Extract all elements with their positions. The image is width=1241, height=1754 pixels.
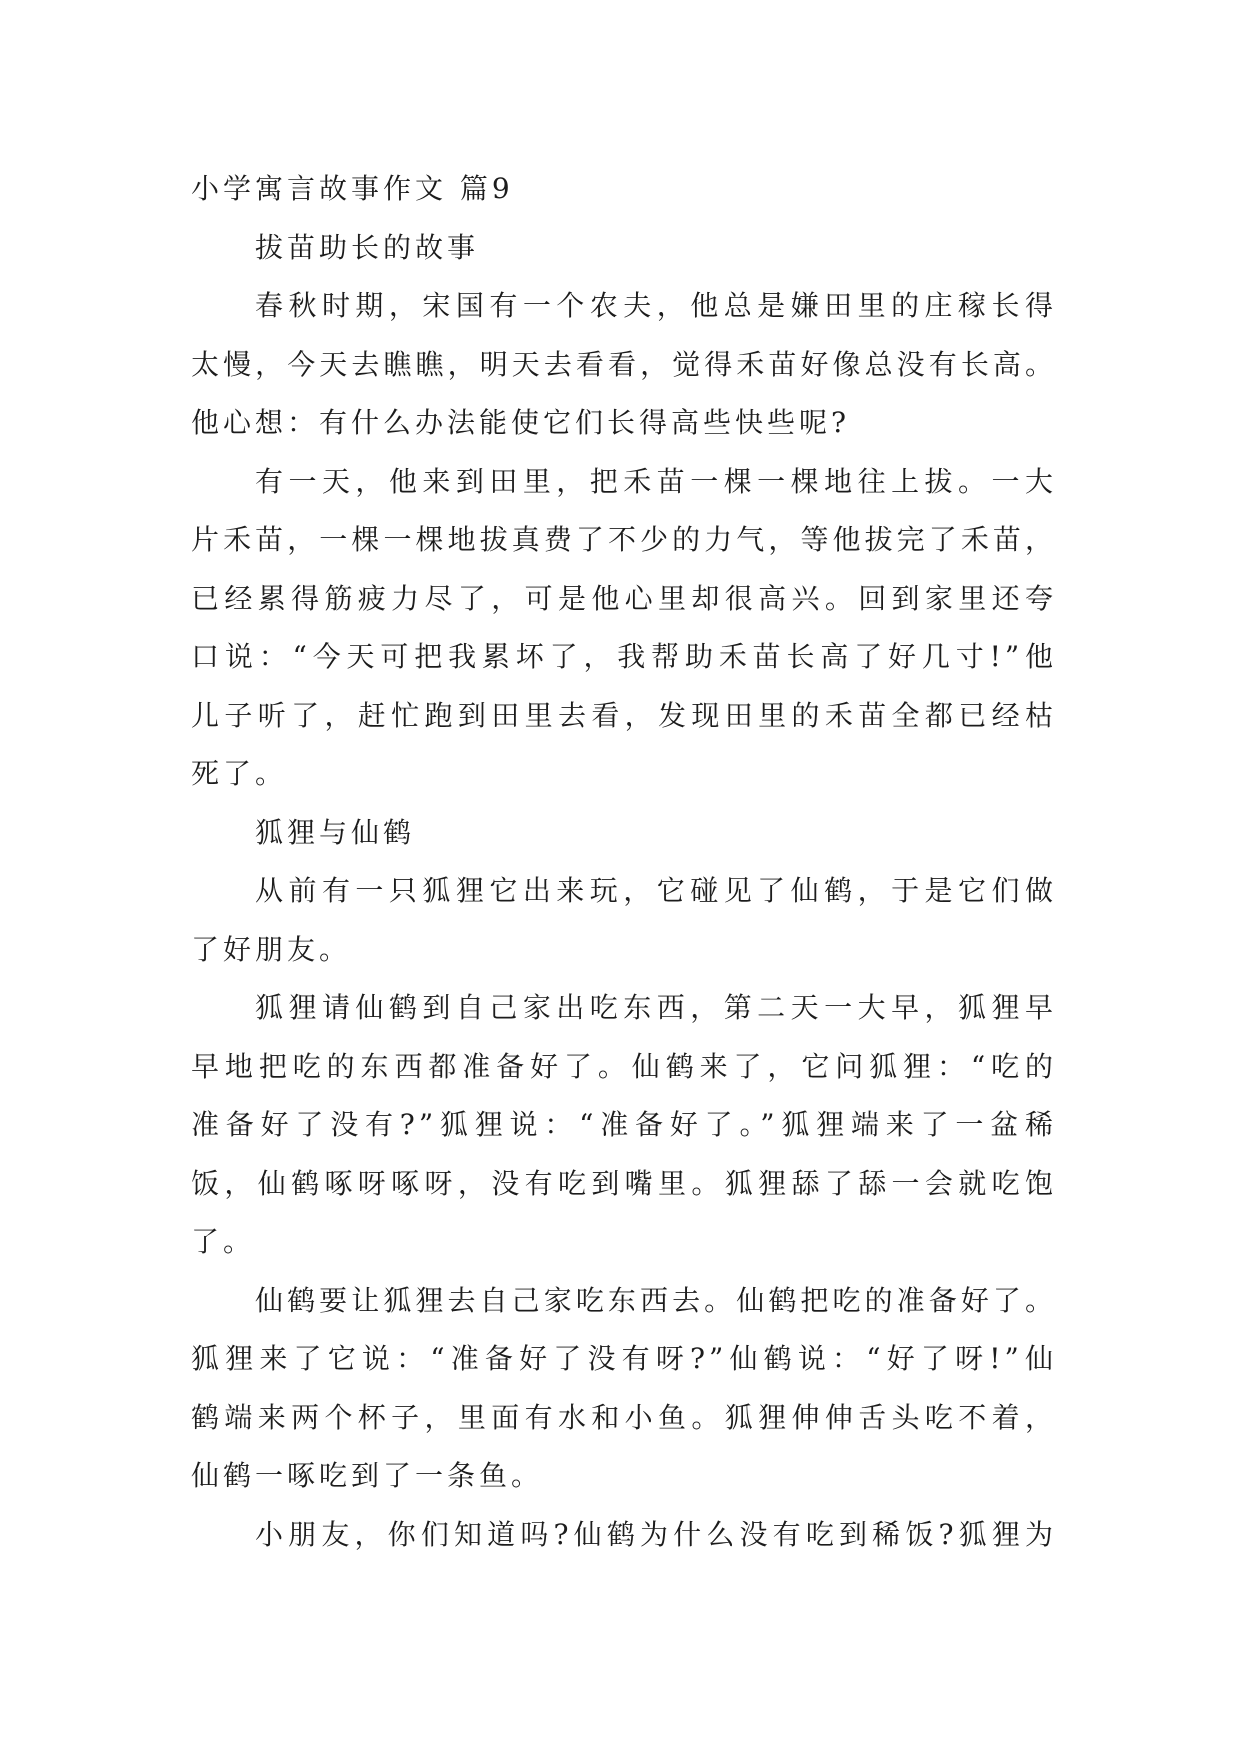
paragraph-line: 已经累得筋疲力尽了，可是他心里却很高兴。回到家里还夸 <box>191 581 1057 615</box>
paragraph <box>191 453 1057 804</box>
story-heading: 拔苗助长的故事 <box>255 230 480 264</box>
paragraph-line: 有一天，他来到田里，把禾苗一棵一棵地往上拔。一大 <box>255 464 1057 498</box>
document-body <box>191 160 1057 1564</box>
paragraph-line: 口说：“今天可把我累坏了，我帮助禾苗长高了好几寸!”他 <box>191 640 1057 673</box>
paragraph-line: 鹤端来两个杯子，里面有水和小鱼。狐狸伸伸舌头吃不着， <box>191 1400 1057 1434</box>
paragraph <box>191 1506 1057 1565</box>
paragraph-line: 狐狸请仙鹤到自己家出吃东西，第二天一大早，狐狸早 <box>255 991 1057 1024</box>
paragraph-line: 准备好了没有?”狐狸说：“准备好了。”狐狸端来了一盆稀 <box>191 1108 1057 1141</box>
paragraph-line: 了好朋友。 <box>191 932 352 966</box>
paragraph <box>191 1272 1057 1506</box>
paragraph-line: 他心想：有什么办法能使它们长得高些快些呢? <box>191 406 851 439</box>
document-title: 小学寓言故事作文 篇9 <box>191 172 514 205</box>
paragraph <box>191 862 1057 979</box>
paragraph-line: 狐狸来了它说：“准备好了没有呀?”仙鹤说：“好了呀!”仙 <box>191 1342 1057 1375</box>
paragraph <box>191 979 1057 1272</box>
paragraph-line: 从前有一只狐狸它出来玩，它碰见了仙鹤，于是它们做 <box>255 874 1057 907</box>
paragraph-line: 春秋时期，宋国有一个农夫，他总是嫌田里的庄稼长得 <box>255 289 1057 322</box>
paragraph-line: 早地把吃的东西都准备好了。仙鹤来了，它问狐狸：“吃的 <box>191 1049 1057 1083</box>
paragraph-line: 片禾苗，一棵一棵地拔真费了不少的力气，等他拔完了禾苗， <box>191 523 1057 556</box>
story-section <box>191 804 1057 1565</box>
story-section <box>191 219 1057 804</box>
paragraph-line: 仙鹤要让狐狸去自己家吃东西去。仙鹤把吃的准备好了。 <box>255 1283 1057 1317</box>
paragraph-line: 死了。 <box>191 757 288 790</box>
paragraph-line: 太慢，今天去瞧瞧，明天去看看，觉得禾苗好像总没有长高。 <box>191 347 1057 381</box>
paragraph-line: 了。 <box>191 1225 256 1258</box>
story-heading: 狐狸与仙鹤 <box>255 815 416 849</box>
paragraph-line: 儿子听了，赶忙跑到田里去看，发现田里的禾苗全都已经枯 <box>191 698 1057 732</box>
paragraph-line: 仙鹤一啄吃到了一条鱼。 <box>191 1459 544 1492</box>
paragraph-line: 小朋友，你们知道吗?仙鹤为什么没有吃到稀饭?狐狸为 <box>255 1517 1057 1551</box>
paragraph-line: 饭，仙鹤啄呀啄呀，没有吃到嘴里。狐狸舔了舔一会就吃饱 <box>191 1166 1057 1200</box>
paragraph <box>191 277 1057 453</box>
